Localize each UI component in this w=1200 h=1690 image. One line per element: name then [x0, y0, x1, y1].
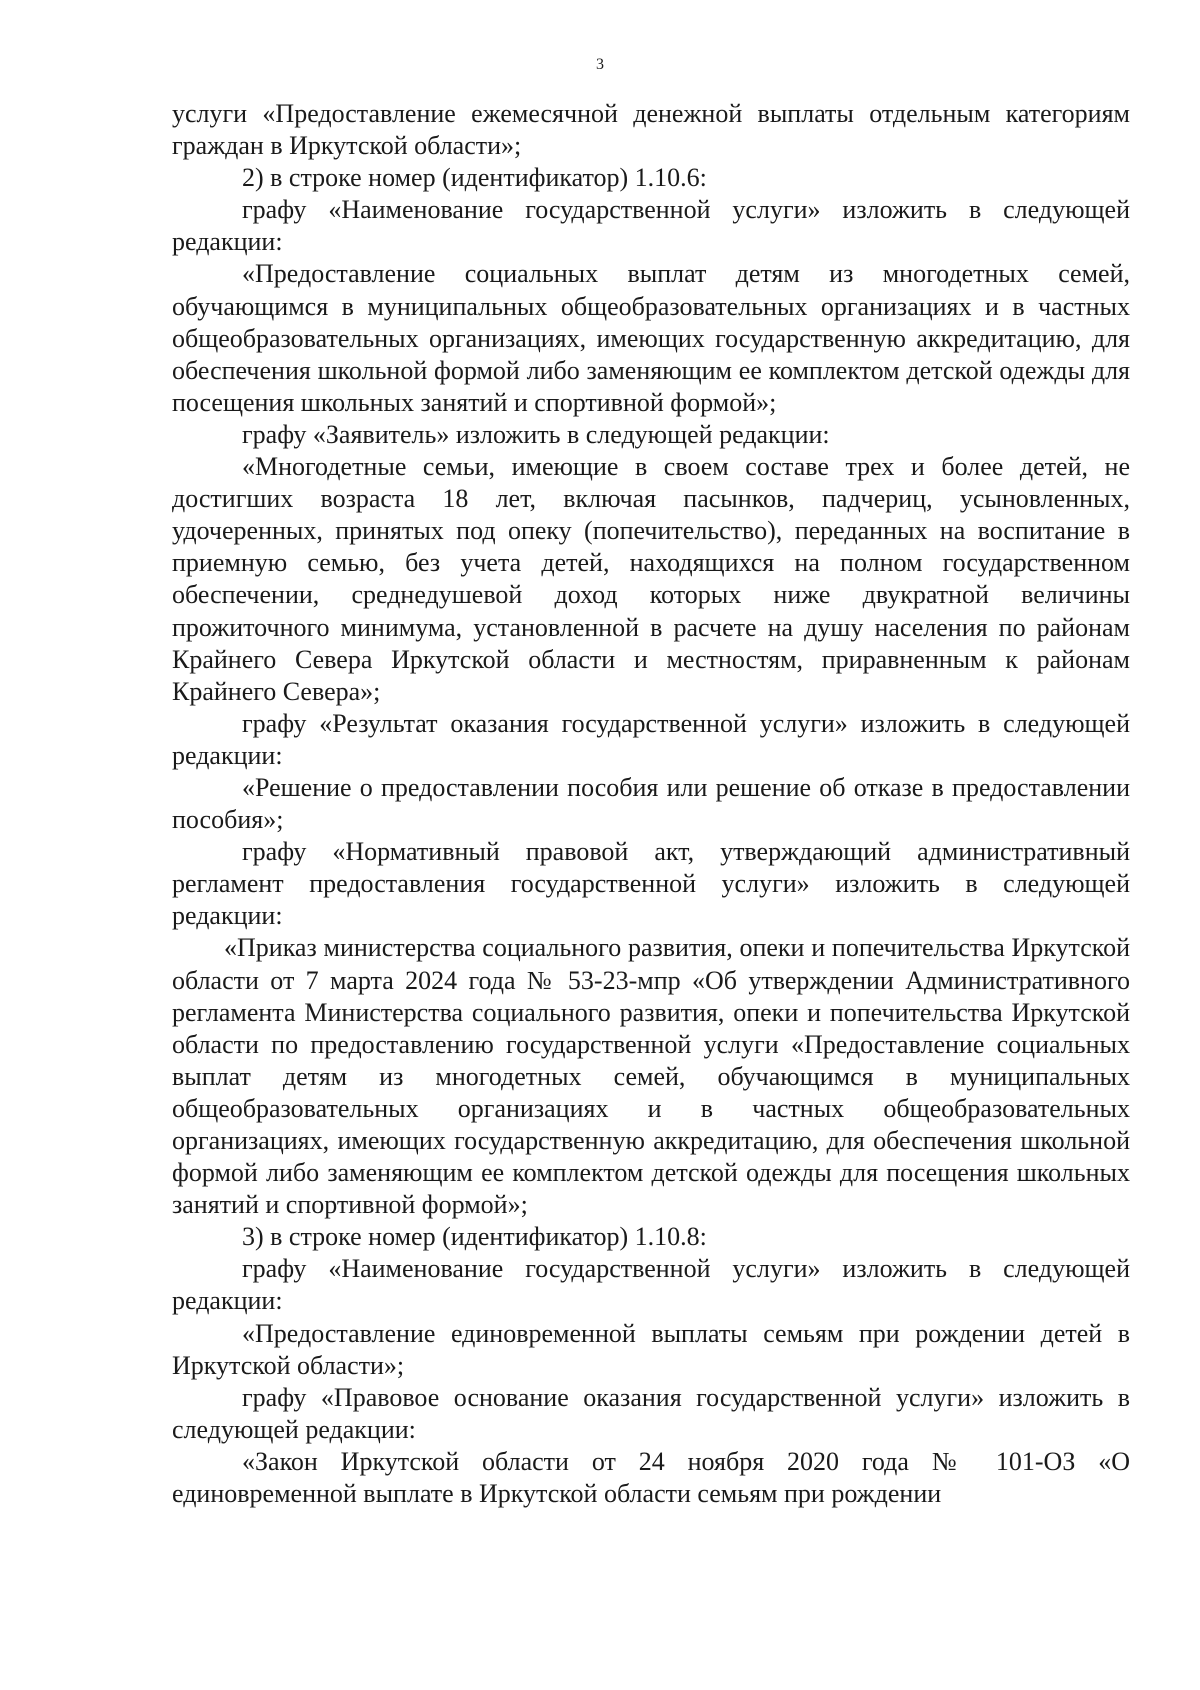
document-body	[172, 98, 1130, 1510]
paragraph-result-quote: «Решение о предоставлении пособия или решение об отказе в предоставлении пособия»;	[172, 772, 1130, 835]
paragraph-item-3: 3) в строке номер (идентификатор) 1.10.8:	[242, 1222, 707, 1252]
paragraph-service-name-quote: «Предоставление социальных выплат детям из многодетных семей, обучающимся в муниципальных общеобразовательных организациях и в частных общеобразовательных организациях, имеющих государственную аккредитацию, для обеспечения школьной формой либо заменяющим ее комплектом детской одежды для посещения школьных занятий и спортивной формой»;	[172, 259, 1130, 417]
paragraph-column-name-instruction: графу «Наименование государственной услуги» изложить в следующей редакции:	[172, 195, 1130, 257]
paragraph-regulation-instruction: графу «Нормативный правовой акт, утверждающий административный регламент предоставления государственной услуги» изложить в следующей редакции:	[172, 837, 1130, 931]
paragraph-service-name-quote-2: «Предоставление единовременной выплаты семьям при рождении детей в Иркутской области»;	[172, 1318, 1130, 1380]
paragraph-result-instruction: графу «Результат оказания государственной услуги» изложить в следующей редакции:	[172, 708, 1130, 770]
paragraph-item-2: 2) в строке номер (идентификатор) 1.10.6:	[242, 163, 707, 193]
paragraph-law-quote: «Закон Иркутской области от 24 ноября 2020 года № 101-ОЗ «О единовременной выплате в Иркутской области семьям при рождении	[172, 1446, 1130, 1509]
paragraph-column-name-instruction-2: графу «Наименование государственной услуги» изложить в следующей редакции:	[172, 1254, 1130, 1316]
paragraph-regulation-quote: «Приказ министерства социального развития, опеки и попечительства Иркутской области от 7 марта 2024 года № 53-23-мпр «Об утверждении Административного регламента Министерства социального развития, опеки и попечительства Иркутской области по предоставлению государственной услуги «Предоставление социальных выплат детям из многодетных семей, обучающимся в муниципальных общеобразовательных организациях и в частных общеобразовательных организациях, имеющих государственную аккредитацию, для обеспечения школьной формой либо заменяющим ее комплектом детской одежды для посещения школьных занятий и спортивной формой»;	[172, 933, 1130, 1220]
page-number: 3	[596, 56, 604, 73]
paragraph-continuation: услуги «Предоставление ежемесячной денежной выплаты отдельным категориям граждан в Иркутской области»;	[172, 99, 1130, 161]
paragraph-legal-basis-instruction: графу «Правовое основание оказания государственной услуги» изложить в следующей редакции:	[172, 1382, 1130, 1444]
paragraph-applicant-quote: «Многодетные семьи, имеющие в своем составе трех и более детей, не достигших возраста 18 лет, включая пасынков, падчериц, усыновленных, удочеренных, принятых под опеку (попечительство), переданных на воспитание в приемную семью, без учета детей, находящихся на полном государственном обеспечении, среднедушевой доход которых ниже двукратной величины прожиточного минимума, установленной в расчете на душу населения по районам Крайнего Севера Иркутской области и местностям, приравненным к районам Крайнего Севера»;	[172, 452, 1130, 706]
paragraph-applicant-instruction: графу «Заявитель» изложить в следующей редакции:	[242, 419, 830, 449]
